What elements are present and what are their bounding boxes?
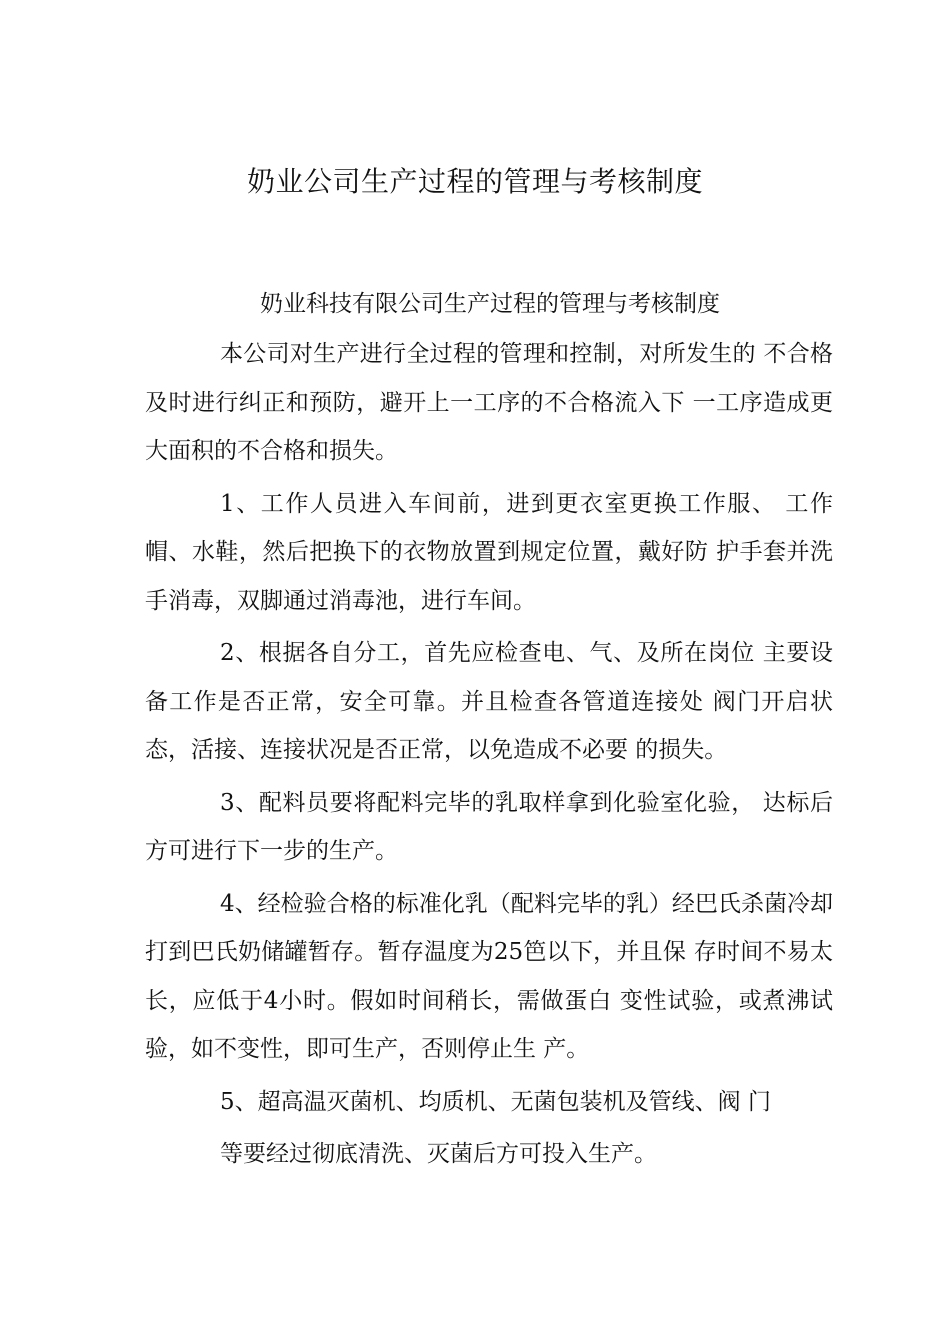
paragraph-item-3: 3、配料员要将配料完毕的乳取样拿到化验室化验， 达标后方可进行下一步的生产。 [145, 789, 833, 864]
paragraph-item-1: 1、工作人员进入车间前，进到更衣室更换工作服、 工作帽、水鞋，然后把换下的衣物放置到规定位置，戴好防 护手套并洗手消毒，双脚通过消毒池，进行车间。 [145, 490, 833, 614]
document-body [145, 330, 833, 1183]
paragraph-item-5: 5、超高温灭菌机、均质机、无菌包装机及管线、阀 门 [220, 1088, 771, 1115]
document-subtitle: 奶业科技有限公司生产过程的管理与考核制度 [260, 291, 720, 317]
paragraph-item-4: 4、经检验合格的标准化乳（配料完毕的乳）经巴氏杀菌冷却打到巴氏奶储罐暂存。暂存温度为25笆以下，并且保 存时间不易太长，应低于4小时。假如时间稍长，需做蛋白 变性试验，或煮沸试验，如不变性，即可生产，否则停止生 产。 [145, 890, 833, 1062]
document-title: 奶业公司生产过程的管理与考核制度 [246, 165, 703, 198]
paragraph-intro: 本公司对生产进行全过程的管理和控制，对所发生的 不合格及时进行纠正和预防，避开上一工序的不合格流入下 一工序造成更大面积的不合格和损失。 [145, 341, 833, 464]
paragraph-item-2: 2、根据各自分工，首先应检查电、气、及所在岗位 主要设备工作是否正常，安全可靠。并且检查各管道连接处 阀门开启状态，活接、连接状况是否正常，以免造成不必要 的损失。 [145, 640, 833, 763]
paragraph-item-5-continued: 等要经过彻底清洗、灭菌后方可投入生产。 [220, 1141, 657, 1167]
